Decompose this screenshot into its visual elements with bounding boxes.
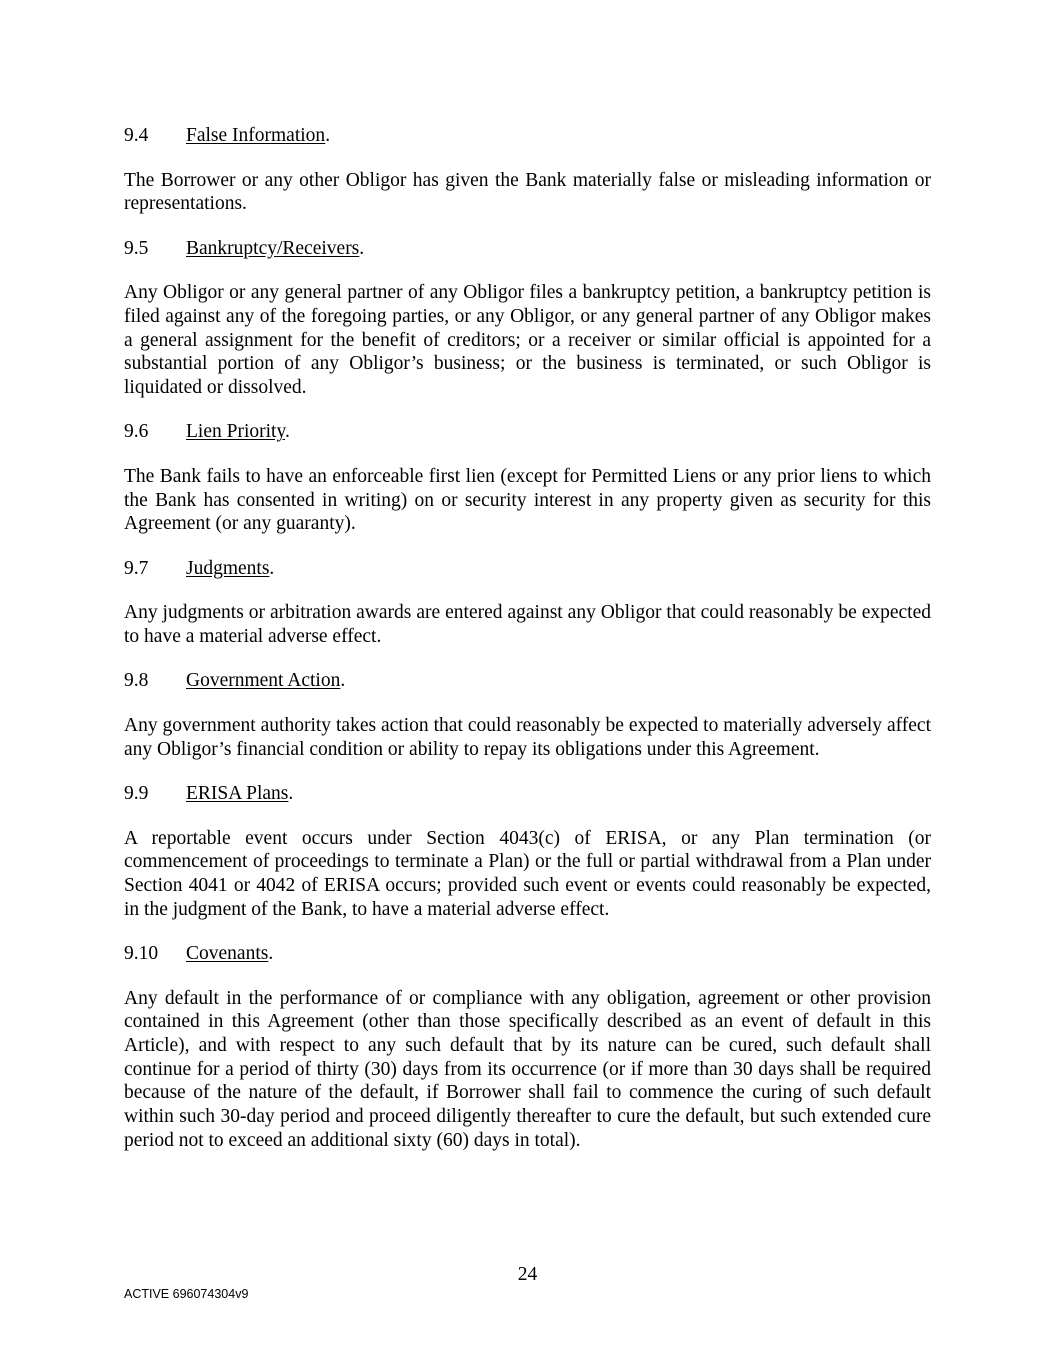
section-heading: 9.8 Government Action. bbox=[124, 670, 346, 692]
section-9-8 bbox=[124, 669, 931, 761]
document-id: ACTIVE 696074304v9 bbox=[124, 1287, 249, 1301]
section-title: Lien Priority bbox=[186, 421, 285, 443]
document-body bbox=[124, 124, 931, 1173]
section-heading: 9.6 Lien Priority. bbox=[124, 421, 290, 443]
section-heading: 9.4 False Information. bbox=[124, 125, 331, 146]
page-number: 24 bbox=[517, 1264, 538, 1285]
section-number: 9.9 bbox=[124, 782, 149, 804]
section-heading: 9.9 ERISA Plans. bbox=[124, 782, 294, 804]
section-title: Covenants bbox=[186, 942, 269, 964]
section-heading: 9.7 Judgments. bbox=[124, 557, 275, 579]
section-9-5 bbox=[124, 237, 931, 400]
section-title: False Information bbox=[186, 125, 326, 146]
section-text: Any government authority takes action that could reasonably be expected to materially adversely affect any Obligor’s financial condition or ability to repay its obligations under this Agreement. bbox=[124, 714, 931, 760]
section-title: Bankruptcy/Receivers bbox=[186, 237, 360, 259]
section-9-4 bbox=[124, 124, 931, 216]
section-text: Any default in the performance of or compliance with any obligation, agreement or other provision contained in this Agreement (other than those specifically described as an event of default in this Article), and with respect to any such default that by its nature can be cured, such default shall continue for a period of thirty (30) days from its occurrence (or if more than 30 days shall be required because of the nature of the default, if Borrower shall fail to commence the curing of such default within such 30-day period and proceed diligently thereafter to cure the default, but such extended cure period not to exceed an additional sixty (60) days in total). bbox=[124, 987, 931, 1151]
section-number: 9.6 bbox=[124, 421, 149, 443]
section-text: The Bank fails to have an enforceable first lien (except for Permitted Liens or any prior liens to which the Bank has consented in writing) on or security interest in any property given as security for this Agreement (or any guaranty). bbox=[124, 466, 931, 535]
section-9-6 bbox=[124, 420, 931, 536]
section-title: Judgments bbox=[186, 557, 270, 579]
section-text: A reportable event occurs under Section 4043(c) of ERISA, or any Plan termination (or commencement of proceedings to terminate a Plan) or the full or partial withdrawal from a Plan under Section 4041 or 4042 of ERISA occurs; provided such event or events could reasonably be expected, in the judgment of the Bank, to have a material adverse effect. bbox=[124, 827, 931, 920]
section-9-9 bbox=[124, 782, 931, 922]
section-heading: 9.10 Covenants. bbox=[124, 942, 274, 964]
section-number: 9.8 bbox=[124, 670, 149, 692]
section-text: The Borrower or any other Obligor has given the Bank materially false or misleading information or representations. bbox=[124, 169, 931, 215]
section-title: ERISA Plans bbox=[186, 782, 289, 804]
section-text: Any judgments or arbitration awards are entered against any Obligor that could reasonably be expected to have a material adverse effect. bbox=[124, 602, 931, 648]
section-number: 9.10 bbox=[124, 942, 159, 964]
section-title: Government Action bbox=[186, 670, 341, 692]
section-text: Any Obligor or any general partner of any Obligor files a bankruptcy petition, a bankruptcy petition is filed against any of the foregoing parties, or any Obligor, or any general partner of any Obligor makes a general assignment for the benefit of creditors; or a receiver or similar official is appointed for a substantial portion of any Obligor’s business; or the business is terminated, or such Obligor is liquidated or dissolved. bbox=[124, 282, 931, 399]
section-number: 9.7 bbox=[124, 557, 149, 579]
section-number: 9.5 bbox=[124, 237, 149, 259]
section-number: 9.4 bbox=[124, 125, 149, 146]
section-heading: 9.5 Bankruptcy/Receivers. bbox=[124, 237, 365, 259]
section-9-7 bbox=[124, 557, 931, 649]
section-9-10 bbox=[124, 942, 931, 1153]
